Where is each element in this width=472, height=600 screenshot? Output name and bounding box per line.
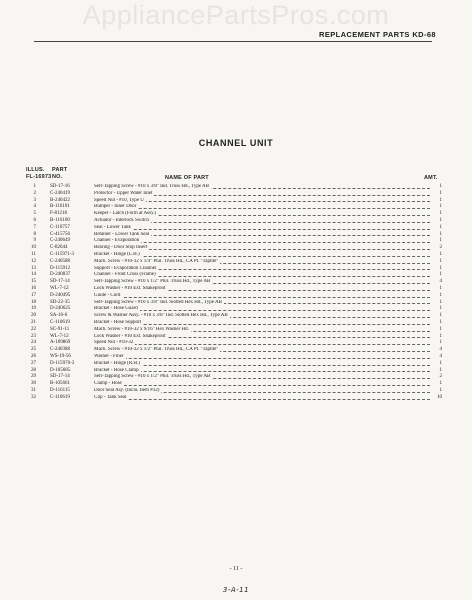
illus-number: 10 xyxy=(31,245,36,251)
table-row xyxy=(0,286,472,293)
column-header-illus xyxy=(26,167,51,181)
part-name: Retainer - Lower Tank Seal xyxy=(94,231,150,237)
part-name-cell xyxy=(94,266,430,273)
part-name-cell xyxy=(94,327,430,334)
part-number: WS-19-56 xyxy=(50,353,71,359)
part-name-cell xyxy=(94,306,430,313)
part-number: C-240649 xyxy=(50,238,70,244)
part-name-cell xyxy=(94,245,430,252)
table-row xyxy=(0,320,472,327)
table-row xyxy=(0,334,472,341)
part-name-cell xyxy=(94,340,430,347)
part-name-cell xyxy=(94,218,430,225)
amount: 1 xyxy=(439,367,442,373)
amount: 1 xyxy=(439,299,442,305)
illus-number: 29 xyxy=(31,374,36,380)
part-name: Washer - Fiber xyxy=(94,353,124,359)
part-number: B-116100 xyxy=(50,217,70,223)
part-name: Screw & Washer Assy. - #10 x 3/8" Ind. Slotted Hex Hd., Type AB xyxy=(94,313,228,319)
table-row xyxy=(0,245,472,252)
illus-number: 18 xyxy=(31,299,36,305)
amount: 10 xyxy=(437,394,442,400)
part-name: Bracket - Hinge (L.H.) xyxy=(94,251,140,257)
table-row xyxy=(0,374,472,381)
part-number: SD-17-14 xyxy=(50,279,70,285)
leader-dashes xyxy=(94,385,430,386)
table-row xyxy=(0,272,472,279)
table-row xyxy=(0,293,472,300)
illus-number: 17 xyxy=(31,292,36,298)
illus-number: 7 xyxy=(33,224,36,230)
table-row xyxy=(0,361,472,368)
part-name-cell xyxy=(94,293,430,300)
illus-number: 20 xyxy=(31,313,36,319)
part-name: Channel - Front Cross (Frame) xyxy=(94,272,156,278)
amount: 1 xyxy=(439,258,442,264)
part-name: Channel - Evaporation xyxy=(94,238,140,244)
table-row xyxy=(0,225,472,232)
part-name-cell xyxy=(94,204,430,211)
part-name-cell xyxy=(94,300,430,307)
part-name-cell xyxy=(94,232,430,239)
part-name-cell xyxy=(94,259,430,266)
part-number: C-82044 xyxy=(50,245,68,251)
column-header-name: NAME OF PART xyxy=(165,175,209,181)
part-name-cell xyxy=(94,320,430,327)
column-header-amt: AMT. xyxy=(424,175,438,181)
table-row xyxy=(0,218,472,225)
column-header-part-no xyxy=(52,167,67,181)
header-rule xyxy=(34,41,432,42)
part-name: Self-Tapping Screw - #10 x 3/8" Ind. Slotted Hex Hd., Type AB xyxy=(94,299,222,305)
leader-dashes xyxy=(94,242,430,243)
part-name: Self-Tapping Screw - #10 x 1/2" Phil. Truss Hd., Type AB xyxy=(94,279,211,285)
illus-number: 2 xyxy=(33,190,36,196)
table-row xyxy=(0,238,472,245)
amount: 1 xyxy=(439,306,442,312)
handwritten-stamp: 3-A-11 xyxy=(222,586,250,594)
amount: 1 xyxy=(439,333,442,339)
part-number: C-415756 xyxy=(50,231,70,237)
table-row xyxy=(0,327,472,334)
amount: 1 xyxy=(439,197,442,203)
part-name: Bracket - Hose Clamp xyxy=(94,367,139,373)
table-row xyxy=(0,395,472,402)
amount: 1 xyxy=(439,292,442,298)
part-number: C-240388 xyxy=(50,347,70,353)
part-name-cell xyxy=(94,286,430,293)
leader-dashes xyxy=(94,208,430,209)
leader-dashes xyxy=(94,310,430,311)
part-name: Keeper - Latch (Form at Assy.) xyxy=(94,211,157,217)
illus-number: 30 xyxy=(31,381,36,387)
part-name-cell xyxy=(94,198,430,205)
table-row xyxy=(0,313,472,320)
part-name: Bracket - Hinge (R.H.) xyxy=(94,360,140,366)
part-number: B-240422 xyxy=(50,197,70,203)
leader-dashes xyxy=(94,256,430,257)
part-number: SD-17-14 xyxy=(50,374,70,380)
table-row xyxy=(0,259,472,266)
part-number: D-240625 xyxy=(50,306,71,312)
column-header-part-line1: PART xyxy=(52,167,68,173)
part-number: C-240588 xyxy=(50,258,70,264)
illus-number: 27 xyxy=(31,360,36,366)
illus-number: 5 xyxy=(33,211,36,217)
part-name: Guide - Cord xyxy=(94,292,121,298)
leader-dashes xyxy=(94,229,430,230)
part-name: Lock Washer - #10 Ext. Shakeproof xyxy=(94,285,166,291)
amount: 1 xyxy=(439,326,442,332)
part-number: D-240495 xyxy=(50,292,71,298)
illus-number: 22 xyxy=(31,326,36,332)
part-name-cell xyxy=(94,211,430,218)
amount: 1 xyxy=(439,238,442,244)
part-number: C-240419 xyxy=(50,190,70,196)
part-name: Seal - Lower Tank xyxy=(94,224,131,230)
table-row xyxy=(0,204,472,211)
illus-number: 14 xyxy=(31,272,36,278)
part-name: Bearing - Door Stop Insert xyxy=(94,245,148,251)
part-number: C-110619 xyxy=(50,319,70,325)
table-row xyxy=(0,266,472,273)
part-name: Protector - Upper Water Inlet xyxy=(94,190,153,196)
part-number: D-240037 xyxy=(50,272,71,278)
document-code: REPLACEMENT PARTS KD-68 xyxy=(319,30,436,39)
column-header-illus-line1: ILLUS. xyxy=(26,167,45,173)
amount: 1 xyxy=(439,313,442,319)
part-name-cell xyxy=(94,184,430,191)
part-number: D-105685 xyxy=(50,367,71,373)
table-row xyxy=(0,184,472,191)
part-number: F-81218 xyxy=(50,211,67,217)
amount: 1 xyxy=(439,217,442,223)
part-number: D-116115 xyxy=(50,387,70,393)
table-row xyxy=(0,211,472,218)
part-name-cell xyxy=(94,347,430,354)
part-name: Self-Tapping Screw - #10 x 1/2" Phil. Truss Hd., Type AB xyxy=(94,374,211,380)
illus-number: 11 xyxy=(31,251,36,257)
illus-number: 9 xyxy=(33,238,36,244)
part-number: SC-91-11 xyxy=(50,326,70,332)
leader-dashes xyxy=(94,365,430,366)
part-name-cell xyxy=(94,252,430,259)
leader-dashes xyxy=(94,371,430,372)
part-number: SA-16-6 xyxy=(50,313,68,319)
amount: 1 xyxy=(439,340,442,346)
part-name: Clip - Tank Seal xyxy=(94,394,127,400)
part-name: Door Seal Asy. (Inclu. Item #32) xyxy=(94,387,160,393)
amount: 1 xyxy=(439,251,442,257)
part-name-cell xyxy=(94,272,430,279)
part-number: A-109869 xyxy=(50,340,71,346)
part-name-cell xyxy=(94,191,430,198)
table-row xyxy=(0,306,472,313)
amount: 1 xyxy=(439,184,442,189)
leader-dashes xyxy=(94,399,430,400)
part-name-cell xyxy=(94,381,430,388)
amount: 4 xyxy=(439,347,442,353)
illus-number: 28 xyxy=(31,367,36,373)
part-number: SD-22-35 xyxy=(50,299,70,305)
table-row xyxy=(0,279,472,286)
amount: 1 xyxy=(439,285,442,291)
part-name-cell xyxy=(94,374,430,381)
page-number: - 11 - xyxy=(229,566,243,572)
part-name: Mach. Screw - #10-32 x 1/4" Phil. Truss Hd., CA Pt. "Taptite" xyxy=(94,258,219,264)
illus-number: 13 xyxy=(31,265,36,271)
illus-number: 12 xyxy=(31,258,36,264)
leader-dashes xyxy=(94,324,430,325)
illus-number: 31 xyxy=(31,387,36,393)
part-name: Support - Evaporation Channel xyxy=(94,265,157,271)
amount: 1 xyxy=(439,360,442,366)
illus-number: 1 xyxy=(33,184,36,189)
illus-number: 3 xyxy=(33,197,36,203)
part-name-cell xyxy=(94,354,430,361)
illus-number: 4 xyxy=(33,204,36,210)
part-name: Mach. Screw - #10-32 x 1/2" Phil. Truss Hd., CA Pt. "Taptite" xyxy=(94,347,219,353)
part-name: Self-Tapping Screw - #10 x 3/8" Ind. Truss Hd., Type AB xyxy=(94,184,209,189)
illus-number: 25 xyxy=(31,347,36,353)
amount: 1 xyxy=(439,231,442,237)
part-name-cell xyxy=(94,361,430,368)
page-title: CHANNEL UNIT xyxy=(198,138,274,148)
illus-number: 24 xyxy=(31,340,36,346)
amount: 1 xyxy=(439,224,442,230)
table-row xyxy=(0,388,472,395)
table-row xyxy=(0,354,472,361)
table-row xyxy=(0,347,472,354)
illus-number: 6 xyxy=(33,217,36,223)
part-number: C-115971-3 xyxy=(50,251,74,257)
part-number: WL-7-12 xyxy=(50,285,69,291)
illus-number: 15 xyxy=(31,279,36,285)
part-number: B-105661 xyxy=(50,381,70,387)
part-name: Bracket - Hose Guard xyxy=(94,306,138,312)
parts-list xyxy=(0,184,472,402)
illus-number: 23 xyxy=(31,333,36,339)
part-number: B-116101 xyxy=(50,204,70,210)
part-name: Actuator - Interlock Switch xyxy=(94,217,149,223)
illus-number: 19 xyxy=(31,306,36,312)
watermark: AppliancePartsPros.com xyxy=(82,0,390,30)
illus-number: 21 xyxy=(31,319,36,325)
table-row xyxy=(0,340,472,347)
leader-dashes xyxy=(94,358,430,359)
part-number: WL-7-12 xyxy=(50,333,69,339)
part-name-cell xyxy=(94,238,430,245)
table-row xyxy=(0,252,472,259)
part-name: Mach. Screw - #10-32 x 9/16" Hex Washer Hd. xyxy=(94,326,189,332)
part-name-cell xyxy=(94,388,430,395)
part-number: D-115970-3 xyxy=(50,360,75,366)
amount: 1 xyxy=(439,211,442,217)
part-name-cell xyxy=(94,225,430,232)
part-name: Speed Nut - #10-32 xyxy=(94,340,134,346)
part-name-cell xyxy=(94,279,430,286)
part-number: SD-17-16 xyxy=(50,184,70,189)
amount: 1 xyxy=(439,265,442,271)
amount: 4 xyxy=(439,279,442,285)
amount: 1 xyxy=(439,381,442,387)
amount: 1 xyxy=(439,272,442,278)
part-name: Clamp - Hose xyxy=(94,381,122,387)
illus-number: 16 xyxy=(31,285,36,291)
table-row xyxy=(0,198,472,205)
leader-dashes xyxy=(94,297,430,298)
part-number: C-110619 xyxy=(50,394,70,400)
amount: 4 xyxy=(439,353,442,359)
part-name-cell xyxy=(94,368,430,375)
part-number: D-115912 xyxy=(50,265,71,271)
amount: 2 xyxy=(439,374,442,380)
column-header-part-line2: NO. xyxy=(52,174,63,180)
part-name-cell xyxy=(94,334,430,341)
amount: 2 xyxy=(439,245,442,251)
illus-number: 8 xyxy=(33,231,36,237)
part-name-cell xyxy=(94,395,430,402)
part-name: Bracket - Hose Support xyxy=(94,319,142,325)
part-name: Lock Washer - #10 Ext. Shakeproof xyxy=(94,333,166,339)
amount: 1 xyxy=(439,387,442,393)
leader-dashes xyxy=(94,344,430,345)
table-row xyxy=(0,368,472,375)
column-header-illus-line2: FL-16973 xyxy=(26,174,52,180)
amount: 1 xyxy=(439,204,442,210)
illus-number: 32 xyxy=(31,394,36,400)
amount: 1 xyxy=(439,319,442,325)
part-name-cell xyxy=(94,313,430,320)
table-row xyxy=(0,191,472,198)
amount: 1 xyxy=(439,190,442,196)
part-name: Bumper - Inner Door xyxy=(94,204,137,210)
part-number: C-110757 xyxy=(50,224,70,230)
table-row xyxy=(0,381,472,388)
table-row xyxy=(0,232,472,239)
table-row xyxy=(0,300,472,307)
illus-number: 26 xyxy=(31,353,36,359)
part-name: Speed Nut - #10, Type U xyxy=(94,197,144,203)
